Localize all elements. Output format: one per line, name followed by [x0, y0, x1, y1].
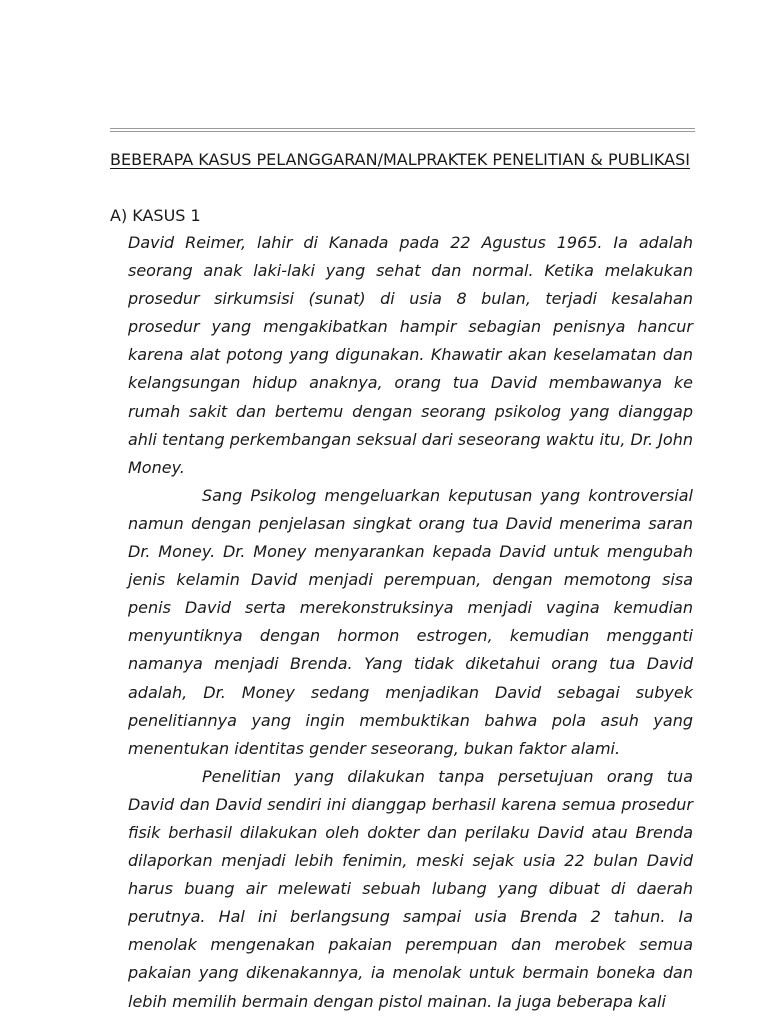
header-rule-bottom — [110, 131, 695, 132]
paragraph-2: Sang Psikolog mengeluarkan keputusan yang kontroversial namun dengan penjelasan singkat orang tua David menerima saran Dr. Money. Dr. Money menyarankan kepada David untuk mengubah jenis kelamin David menjadi perempuan, dengan memotong sisa penis David serta merekonstruksinya menjadi vagina kemudian menyuntiknya dengan hormon estrogen, kemudian mengganti namanya menjadi Brenda. Yang tidak diketahui orang tua David adalah, Dr. Money sedang menjadikan David sebagai subyek penelitiannya yang ingin membuktikan bahwa pola asuh yang menentukan identitas gender seseorang, bukan faktor alami. — [128, 485, 693, 758]
paragraph-1: David Reimer, lahir di Kanada pada 22 Agustus 1965. Ia adalah seorang anak laki-laki yang sehat dan normal. Ketika melakukan prosedur sirkumsisi (sunat) di usia 8 bulan, terjadi kesalahan prosedur yang mengakibatkan hampir sebagian penisnya hancur karena alat potong yang digunakan. Khawatir akan keselamatan dan kelangsungan hidup anaknya, orang tua David membawanya ke rumah sakit dan bertemu dengan seorang psikolog yang dianggap ahli tentang perkembangan seksual dari seseorang waktu itu, Dr. John Money. — [128, 233, 693, 477]
case-body — [128, 229, 693, 1016]
header-rule-top — [110, 128, 695, 129]
document-title: BEBERAPA KASUS PELANGGARAN/MALPRAKTEK PENELITIAN & PUBLIKASI — [110, 150, 690, 169]
paragraph-3: Penelitian yang dilakukan tanpa persetujuan orang tua David dan David sendiri ini dianggap berhasil karena semua prosedur fisik berhasil dilakukan oleh dokter dan perilaku David atau Brenda dilaporkan menjadi lebih fenimin, meski sejak usia 22 bulan David harus buang air melewati sebuah lubang yang dibuat di daerah perutnya. Hal ini berlangsung sampai usia Brenda 2 tahun. Ia menolak mengenakan pakaian perempuan dan merobek semua pakaian yang dikenakannya, ia menolak untuk bermain boneka dan lebih memilih bermain dengan pistol mainan. Ia juga beberapa kali — [128, 766, 693, 1011]
section-heading-kasus-1: A) KASUS 1 — [110, 206, 201, 225]
